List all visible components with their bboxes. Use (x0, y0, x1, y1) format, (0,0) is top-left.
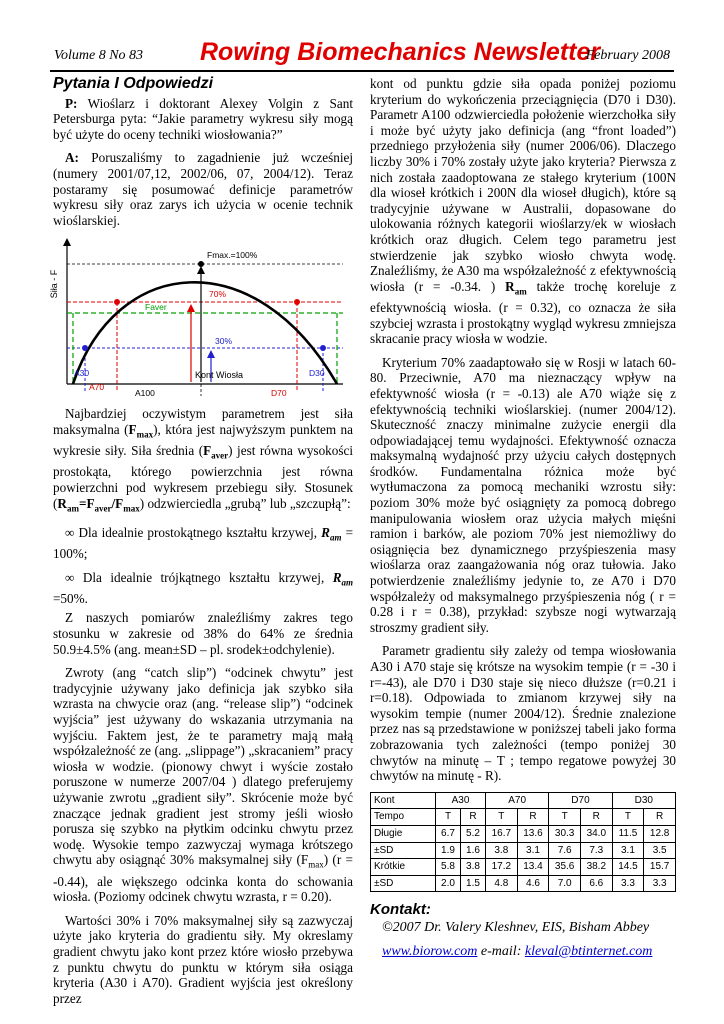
right-column (370, 76, 676, 968)
faver-label: Faver (145, 302, 167, 313)
table-row (371, 842, 676, 859)
table-cell: 4.8 (486, 875, 518, 892)
question-text: Wioślarz i doktorant Alexey Volgin z Sant Petersburga pyta: “Jakie parametry wykresu siły mogą być użyte do oceny techniki wiosłowania?” (53, 95, 353, 142)
bullet-triangular: ∞ Dla idealnie trójkątnego kształtu krzywej, $R_{am} =50\%$. (53, 569, 353, 606)
table-cell: 3.8 (461, 859, 486, 876)
table-cell: T (549, 809, 581, 826)
paragraph-rate: Parametr gradientu siły zależy od tempa wiosłowania A30 i A70 staje się krótsze na wysokim tempie (r = -30 i r=-43), ale D70 i D30 staje się nieco dłuższe (r=0.21 i r=0.18). Odpowiada to zmianom krzywej siły na wysokim tempie (numer 2004/12). Średnie znalezione przez nas są przedstawione w poniższej tabeli jako forma zobrazowania tych zależności (tempo poniżej 30 chwytów na minutę – T ; tempo regatowe powyżej 30 chwytów na minutę - R). (370, 643, 676, 784)
table-header-cell: A70 (486, 792, 549, 809)
table-cell: 1.5 (461, 875, 486, 892)
header-rule (50, 70, 674, 72)
a100-label: A100 (135, 388, 155, 399)
arrow-30-head (207, 350, 215, 358)
left-column (49, 75, 354, 1014)
answer-text: Poruszaliśmy to zagadnienie już wcześniej (numery 2001/07,12, 2002/06, 07, 2004/12). Teraz postaramy się posumować definicje parametrów wykresu siły oraz zarys ich użycia w ocenie technik wioślarskiej. (53, 150, 353, 228)
d70-label: D70 (271, 388, 287, 399)
issue-date: February 2008 (585, 48, 670, 63)
table-cell: 3.3 (644, 875, 676, 892)
table-cell: R (644, 809, 676, 826)
table-cell: 3.3 (612, 875, 644, 892)
table-subheader-row (371, 809, 676, 826)
table-cell: Długie (371, 825, 436, 842)
table-cell: Tempo (371, 809, 436, 826)
table-cell: T (612, 809, 644, 826)
table-header-cell: D30 (612, 792, 675, 809)
question-label: P: (65, 95, 78, 111)
table-cell: ±SD (371, 875, 436, 892)
table-cell: 3.1 (517, 842, 549, 859)
table-cell: 3.5 (644, 842, 676, 859)
paragraph-catch-slip: Zwroty (ang “catch slip”) “odcinek chwytu” jest tradycyjnie używany jako definicja jak szybko siła wzrasta na chwycie oraz (ang. “release slip”) “odcinek wyjścia” jest używany do wskazania utrzymania na wyjściu. Faktem jest, że te parametry mają małą współzależność ze (ang. „slippage”) „skracaniem” pracy wiosła w wodzie. (pionowy chwyt i wyście zostało poruszone w numerze 2007/04 ) dlatego preferujemy używanie zwrotu „gradient siły”. Skrócenie może być znaczące jednak gradient jest stromy jeśli wiosło porusza się szybko na płytkim odcinku chwytu przez wodę. Wysokie tempo zazwyczaj wymaga krótszego chwytu aby osiągnąć 30% maksymalnej siły $(F_{max}) (r = -0.44)$, ale większego odcinka konta do schowania wiosła. (Poziomy odcinek chwytu wzrasta, r = 0.20). (53, 665, 353, 905)
contact-title: Kontakt: (370, 901, 431, 919)
paragraph-criteria: Wartości 30% i 70% maksymalnej siły są zazwyczaj użyte jako kryteria do gradientu siły. My okreslamy gradient chwytu jako kont przez które wiosło przebywa z punktu chwytu do punktu w którym siła osiąga kryteria (A30 i A70). Gradient wyjścia jest określony przez (53, 912, 353, 1006)
paragraph-fmax: Najbardziej oczywistym parametrem jest siła maksymalna $(F_{max})$, która jest najwyższym punktem na wykresie siły. Siła średnia $(F_{aver})$ jest równa wysokości prostokąta, którego powierzchnia jest równa powierzchni pod wykresem przebiegu siły. Stosunek $(R_{am}=F_{aver}/F_{max})$ odzwierciedla „grubą” lub „szczupłą”: (53, 406, 353, 514)
table-cell: 30.3 (549, 825, 581, 842)
results-table (370, 792, 676, 893)
y-axis-arrow (63, 238, 71, 246)
table-header-cell: A30 (436, 792, 486, 809)
table-cell: T (436, 809, 461, 826)
table-header-cell: D70 (549, 792, 612, 809)
table-cell: ±SD (371, 842, 436, 859)
table-cell: 5.8 (436, 859, 461, 876)
table-cell: 15.7 (644, 859, 676, 876)
paragraph-measurements: Z naszych pomiarów znaleźliśmy zakres tego stosunku w zakresie od 38% do 64% ze średnia 50.9±4.5% (ang. mean±SD – pl. srodek±odchylenie). (53, 610, 353, 657)
table-header-cell: Kont (371, 792, 436, 809)
a30-label: A30 (74, 368, 90, 379)
email-label: e-mail: (477, 943, 525, 959)
table-cell: R (517, 809, 549, 826)
table-cell: 1.9 (436, 842, 461, 859)
table-cell: 12.8 (644, 825, 676, 842)
table-cell: 34.0 (580, 825, 612, 842)
arrow-70-head (187, 304, 195, 312)
label-70: 70% (209, 289, 227, 300)
table-cell: 7.0 (549, 875, 581, 892)
label-30: 30% (215, 336, 233, 347)
newsletter-header (40, 38, 680, 72)
a30-point (82, 345, 88, 351)
bullet-rectangular: ∞ Dla idealnie prostokątnego kształtu krzywej, $R_{am} = 100\%$; (53, 524, 354, 562)
y-axis-label: Siła - F (49, 270, 59, 299)
table-cell: 3.1 (612, 842, 644, 859)
answer-label: A: (65, 150, 79, 166)
paragraph-a100: kont od punktu gdzie siła opada poniżej poziomu kryterium do wykończenia przeciągnięcia (D70 i D30). Parametr A100 odzwierciedla położenie wierzchołka siły i może być użyty jako definicja (ang “front loaded”) przedniego przyłożenia siły (numer 2006/06). Dlaczego liczby 30% i 70% zostały użyte jako kryteria? Pierwsza z nich została zaadoptowana ze stałego kryterium (100N dla wioseł krótkich i 200N dla wioseł długich), które są tradycyjnie używane w Australii, dopasowane do ulokowania różnych kategorii wioślarzy/ek w wiosłach krótkich oraz długich. Celem tego parametru jest stwierdzenie jak szybko wiosło chwyta wodę. Znaleźliśmy, że A30 ma współzależność z efektywnością wiosła (r = -0.34. ) $R_{am}$ także trochę koreluje z efektywnością wiosła. (r = 0.32), co oznacza że siła szybciej wzrasta i prostokątny wygląd wykresu zmniejsza skracanie pracy wiosła w wodzie. (370, 76, 677, 347)
question-paragraph (53, 96, 353, 143)
table-cell: R (580, 809, 612, 826)
table-cell: 7.6 (549, 842, 581, 859)
force-curve-diagram (45, 236, 345, 400)
d30-point (320, 345, 326, 351)
table-cell: 4.6 (517, 875, 549, 892)
paragraph-70-criterion: Kryterium 70% zaadaptowało się w Rosji w latach 60-80. Przeciwnie, A70 ma nieznaczący wpływ na efektywność wiosła (r = -0.13) ale A70 wiąże się z efektywnością techniki wioślarskiej. (numer 2004/12). Skuteczność znaczy minimalne zużycie energii dla odpowiadającej temu wydajności. Efektywność oznacza maksymalną wydajność przy użyciu całych dostępnych środków. Fundamentalna różnica może być wytłumaczona za pomocą mechaniki wzrostu siły: poziom 30% może być osiągnięty za pomocą dobrego manipulowania wiosłem oraz użycia małych mięśni ramion i barków, ale poziom 70% jest niemożliwy do osiągnięcia bez dynamicznego przyśpieszenia masy wioślarza oraz zaangażowania nóg oraz tułowia. Jako potwierdzenie znaleźliśmy jedynie to, ze A70 i D70 współzależy od maksymalnego przyśpieszenia nóg ( r = 0.28 i r = 0.38), przykład: szybsze nogi wytwarzają stroszmy gradient siły. (370, 354, 676, 635)
table-cell: 1.6 (461, 842, 486, 859)
kont-label: Kont Wiosła (195, 370, 244, 381)
table-cell: 5.2 (461, 825, 486, 842)
table-cell: 2.0 (436, 875, 461, 892)
contact-line: ©2007 Dr. Valery Kleshnev, EIS, Bisham Abbey (382, 919, 650, 935)
table-cell: T (486, 809, 518, 826)
a70-point (114, 299, 120, 305)
table-cell: 6.6 (580, 875, 612, 892)
table-cell: 7.3 (580, 842, 612, 859)
fmax-label: Fmax.=100% (207, 250, 258, 261)
answer-paragraph (53, 150, 353, 228)
table-cell: 16.7 (486, 825, 518, 842)
table-cell: 38.2 (580, 859, 612, 876)
table-cell: 3.8 (486, 842, 518, 859)
website-link[interactable]: www.biorow.com (382, 943, 478, 959)
table-row (371, 875, 676, 892)
table-cell: 6.7 (436, 825, 461, 842)
contact-links (370, 944, 676, 960)
d70-point (294, 299, 300, 305)
table-row (371, 859, 676, 876)
table-cell: Krótkie (371, 859, 436, 876)
table-cell: 13.6 (517, 825, 549, 842)
fmax-arrow-head (197, 266, 205, 274)
volume-label: Volume 8 No 83 (54, 48, 144, 63)
table-cell: 14.5 (612, 859, 644, 876)
table-cell: R (461, 809, 486, 826)
table-row (371, 825, 676, 842)
a70-label: A70 (89, 382, 105, 393)
table-cell: 35.6 (549, 859, 581, 876)
d30-label: D30 (309, 368, 325, 379)
section-title: Pytania I Odpowiedzi (53, 75, 214, 92)
newsletter-title: Rowing Biomechanics Newsletter (200, 38, 601, 66)
table-cell: 13.4 (517, 859, 549, 876)
table-cell: 11.5 (612, 825, 644, 842)
table-cell: 17.2 (486, 859, 518, 876)
email-link[interactable]: kleval@btinternet.com (524, 943, 653, 959)
table-header-row (371, 792, 676, 809)
